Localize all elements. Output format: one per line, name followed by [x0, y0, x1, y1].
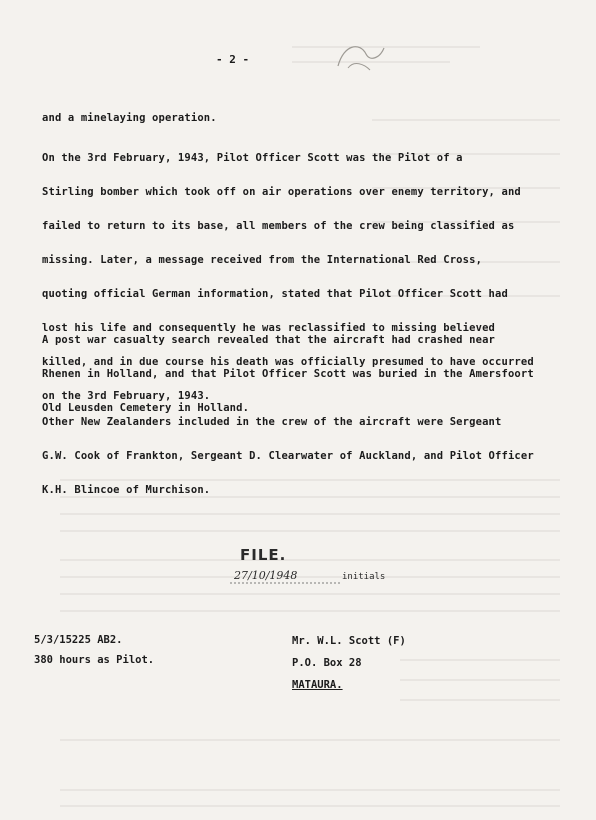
paragraph-4 [42, 397, 552, 516]
pencil-annotation-icon [330, 38, 390, 78]
service-details [34, 630, 154, 670]
paragraph-line: G.W. Cook of Frankton, Sergeant D. Clearwater of Auckland, and Pilot Officer [42, 450, 534, 462]
paragraph-line: K.H. Blincoe of Murchison. [42, 484, 211, 496]
paragraph-line: lost his life and consequently he was reclassified to missing believed [42, 322, 496, 334]
paragraph-line: Stirling bomber which took off on air operations over enemy territory, and [42, 186, 521, 198]
address-name: Mr. W.L. Scott (F) [292, 635, 406, 647]
paragraph-line: A post war casualty search revealed that the aircraft had crashed near [42, 334, 496, 346]
file-stamp-title: FILE. [240, 546, 287, 564]
paragraph-line: on the 3rd February, 1943. [42, 390, 211, 402]
paragraph-line: missing. Later, a message received from the International Red Cross, [42, 254, 483, 266]
flying-hours: 380 hours as Pilot. [34, 654, 155, 666]
stamp-date-rule [230, 581, 350, 587]
paragraph-line: failed to return to its base, all members of the crew being classified as [42, 220, 515, 232]
paragraph-line: Other New Zealanders included in the crew of the aircraft were Sergeant [42, 416, 502, 428]
paragraph-line: killed, and in due course his death was officially presumed to have occurred [42, 356, 534, 368]
paragraph-line: and a minelaying operation. [42, 112, 217, 124]
file-stamp-date: 27/10/1948 [234, 569, 298, 582]
paragraph-line: On the 3rd February, 1943, Pilot Officer Scott was the Pilot of a [42, 152, 463, 164]
address-town: MATAURA. [292, 679, 343, 691]
page-number: - 2 - [216, 53, 250, 66]
paragraph-line: Old Leusden Cemetery in Holland. [42, 402, 250, 414]
address-block [292, 630, 406, 696]
address-box: P.O. Box 28 [292, 657, 362, 669]
service-number: 5/3/15225 AB2. [34, 634, 123, 646]
file-stamp-initials-label: initials [342, 572, 386, 582]
paragraph-line: quoting official German information, stated that Pilot Officer Scott had [42, 288, 508, 300]
paragraph-line: Rhenen in Holland, and that Pilot Officer Scott was buried in the Amersfoort [42, 368, 534, 380]
